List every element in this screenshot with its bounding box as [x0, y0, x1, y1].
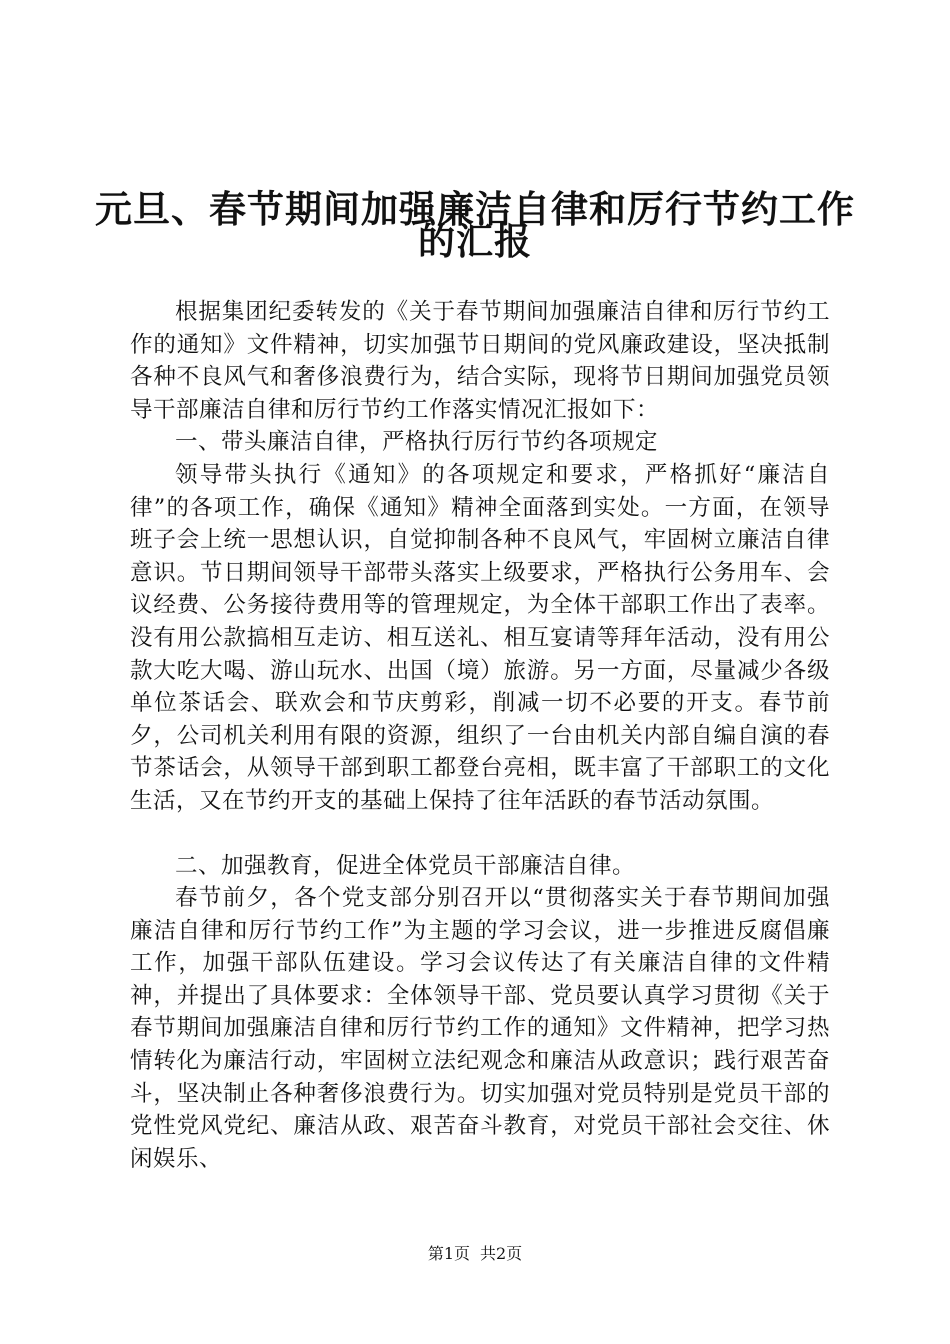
paragraph-intro: 根据集团纪委转发的《关于春节期间加强廉洁自律和厉行节约工作的通知》文件精神，切实加强节日期间的党风廉政建设，坚决抵制各种不良风气和奢侈浪费行为，结合实际，现将节日期间加强党员领导干部廉洁自律和厉行节约工作落实情况汇报如下： [130, 299, 830, 423]
section-heading-1: 一、带头廉洁自律，严格执行厉行节约各项规定 [175, 429, 659, 456]
section-heading-2: 二、加强教育，促进全体党员干部廉洁自律。 [175, 852, 636, 879]
document-title-line-1: 元旦、春节期间加强廉洁自律和厉行节约工作 [95, 187, 855, 231]
page-footer [0, 1244, 950, 1264]
document-body [130, 296, 830, 1175]
document-title-line-2: 的汇报 [418, 219, 532, 263]
page-number-current: 第1页 [427, 1244, 470, 1263]
paragraph-section-2: 春节前夕，各个党支部分别召开以“贯彻落实关于春节期间加强廉洁自律和厉行节约工作”为主题的学习会议，进一步推进反腐倡廉工作，加强干部队伍建设。学习会议传达了有关廉洁自律的文件精神，并提出了具体要求：全体领导干部、党员要认真学习贯彻《关于春节期间加强廉洁自律和厉行节约工作的通知》文件精神，把学习热情转化为廉洁行动，牢固树立法纪观念和廉洁从政意识；践行艰苦奋斗，坚决制止各种奢侈浪费行为。切实加强对党员特别是党员干部的党性党风党纪、廉洁从政、艰苦奋斗教育，对党员干部社会交往、休闲娱乐、 [130, 885, 830, 1172]
paragraph-section-1: 领导带头执行《通知》的各项规定和要求，严格抓好“廉洁自律”的各项工作，确保《通知》精神全面落到实处。一方面，在领导班子会上统一思想认识，自觉抑制各种不良风气，牢固树立廉洁自律意识。节日期间领导干部带头落实上级要求，严格执行公务用车、会议经费、公务接待费用等的管理规定，为全体干部职工作出了表率。没有用公款搞相互走访、相互送礼、相互宴请等拜年活动，没有用公款大吃大喝、游山玩水、出国（境）旅游。另一方面，尽量减少各级单位茶话会、联欢会和节庆剪彩，削减一切不必要的开支。春节前夕，公司机关利用有限的资源，组织了一台由机关内部自编自演的春节茶话会，从领导干部到职工都登台亮相，既丰富了干部职工的文化生活，又在节约开支的基础上保持了往年活跃的春节活动氛围。 [130, 461, 830, 814]
page-number-total: 共2页 [480, 1244, 523, 1263]
